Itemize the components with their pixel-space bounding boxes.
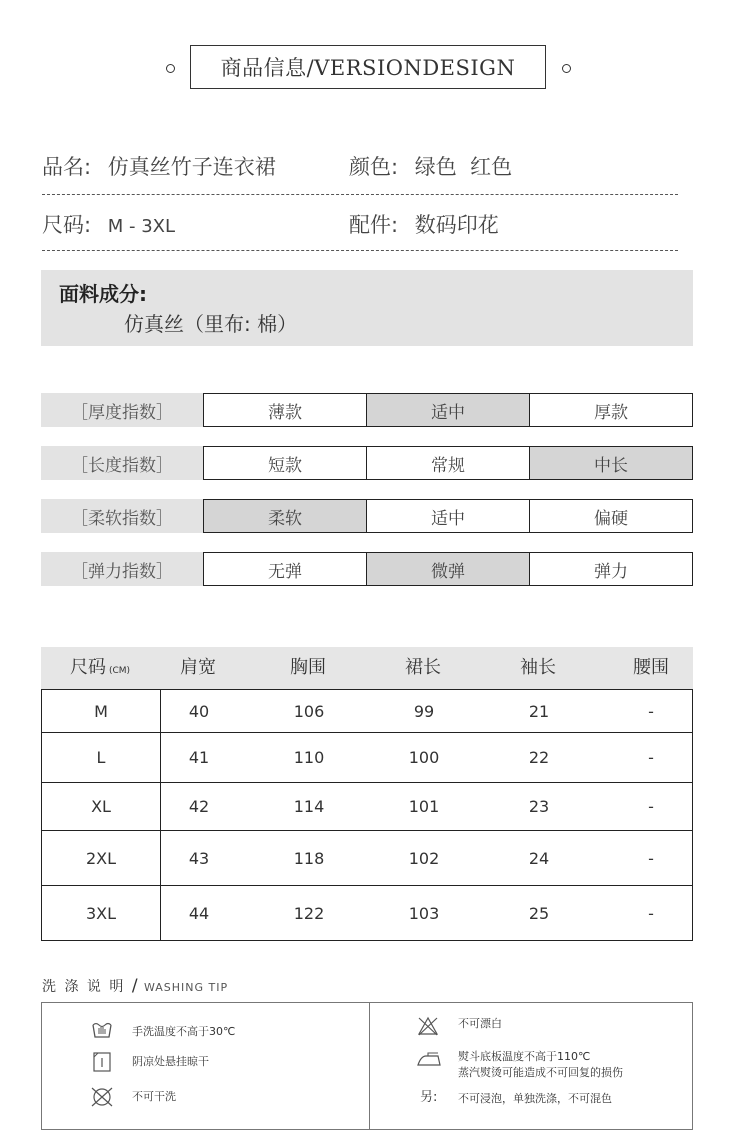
index-option: 无弹: [268, 561, 302, 582]
washing-title-sep: /: [131, 976, 138, 996]
product-name-value: 仿真丝竹子连衣裙: [107, 155, 276, 179]
table-row: [42, 733, 692, 783]
product-accessory: [349, 209, 499, 239]
size-header-label: 尺码: [69, 657, 106, 678]
washing-title-en: WASHING TIP: [144, 981, 229, 994]
table-cell: XL: [91, 797, 111, 816]
size-table-header-shoulder: 肩宽: [180, 657, 216, 678]
table-cell: 3XL: [85, 904, 117, 923]
table-cell: 41: [188, 748, 210, 767]
fabric-title: 面料成分:: [59, 282, 147, 306]
table-cell: 99: [413, 701, 435, 721]
index-label: ［柔软指数］: [41, 499, 203, 533]
size-table-header-length: 裙长: [405, 657, 441, 678]
table-cell: -: [648, 701, 654, 721]
index-label: ［长度指数］: [41, 446, 203, 480]
index-option-selected: 微弹: [366, 553, 529, 585]
no-bleach-icon: [416, 1015, 440, 1037]
header-title-box: [190, 45, 546, 89]
table-row: [42, 690, 692, 733]
table-cell: 25: [528, 904, 550, 923]
hand-wash-icon: [90, 1019, 114, 1039]
table-cell: -: [648, 848, 654, 868]
table-row: [42, 886, 692, 941]
table-cell: 122: [293, 904, 325, 923]
table-cell: 114: [293, 797, 325, 816]
table-cell: 102: [408, 848, 440, 868]
size-table-header-bust: 胸围: [290, 657, 326, 678]
index-option-selected: 适中: [366, 394, 529, 426]
shade-dry-text: 阴凉处悬挂晾干: [132, 1055, 209, 1068]
table-cell: 42: [188, 797, 210, 816]
iron-text-line2: 蒸汽熨烫可能造成不可回复的损伤: [458, 1066, 623, 1079]
no-dry-clean-icon: [90, 1086, 114, 1108]
table-cell: 43: [188, 848, 210, 868]
product-accessory-value: 数码印花: [414, 213, 499, 237]
product-size-value: M - 3XL: [107, 216, 176, 237]
iron-text-line1: 熨斗底板温度不高于110℃: [458, 1050, 591, 1063]
table-cell: 21: [528, 701, 550, 721]
table-cell: M: [94, 701, 108, 721]
product-name: [42, 151, 276, 181]
index-options: [203, 393, 693, 427]
table-cell: 44: [188, 904, 210, 923]
other-text: 不可浸泡，单独洗涤，不可混色: [458, 1092, 612, 1105]
header-right-dot: [562, 64, 571, 73]
size-table-header: [41, 647, 693, 689]
table-cell: 40: [188, 701, 210, 721]
product-name-label: 品名:: [42, 155, 92, 179]
index-option-selected: 柔软: [204, 500, 366, 532]
index-option: 适中: [366, 500, 529, 532]
table-cell: 100: [408, 748, 440, 767]
info-divider-1: [42, 194, 678, 195]
product-color: [349, 151, 512, 181]
size-table-body: [41, 689, 693, 941]
fabric-value: 仿真丝（里布: 棉）: [124, 312, 298, 336]
size-table-header-size: [41, 647, 159, 689]
washing-title-cn: 洗 涤 说 明: [42, 979, 126, 995]
table-cell: 103: [408, 904, 440, 923]
table-cell: -: [648, 797, 654, 816]
fabric-composition: [41, 270, 693, 346]
header-title: 商品信息/VERSIONDESIGN: [220, 56, 516, 80]
other-label: 另:: [420, 1090, 438, 1105]
info-divider-2: [42, 250, 678, 251]
size-header-unit: (CM): [108, 666, 131, 676]
table-cell: 106: [293, 701, 325, 721]
product-color-label: 颜色:: [349, 155, 399, 179]
iron-icon: [416, 1050, 442, 1068]
product-color-value: 绿色 红色: [414, 155, 513, 179]
index-options: [203, 499, 693, 533]
table-cell: -: [648, 748, 654, 767]
no-bleach-text: 不可漂白: [458, 1017, 502, 1030]
washing-title: [42, 976, 228, 996]
table-cell: 101: [408, 797, 440, 816]
index-options: [203, 552, 693, 586]
index-option: 薄款: [268, 402, 302, 423]
index-option: 偏硬: [529, 500, 692, 532]
index-option: 短款: [268, 455, 302, 476]
product-size: [42, 209, 175, 239]
washing-box: [41, 1002, 693, 1130]
table-row: [42, 783, 692, 831]
table-cell: 110: [293, 748, 325, 767]
table-cell: 118: [293, 848, 325, 868]
size-table-header-waist: 腰围: [633, 657, 669, 678]
index-option: 厚款: [529, 394, 692, 426]
iron-text: [458, 1049, 623, 1081]
hand-wash-text: 手洗温度不高于30℃: [132, 1025, 236, 1038]
index-label: ［弹力指数］: [41, 552, 203, 586]
index-option: 常规: [366, 447, 529, 479]
table-cell: -: [648, 904, 654, 923]
table-cell: L: [96, 748, 106, 767]
table-cell: 23: [528, 797, 550, 816]
table-cell: 2XL: [85, 848, 117, 868]
washing-divider: [369, 1003, 370, 1129]
table-cell: 24: [528, 848, 550, 868]
header-left-dot: [166, 64, 175, 73]
product-accessory-label: 配件:: [349, 213, 399, 237]
index-option-selected: 中长: [529, 447, 692, 479]
index-option: 弹力: [529, 553, 692, 585]
product-size-label: 尺码:: [42, 213, 92, 237]
table-cell: 22: [528, 748, 550, 767]
index-options: [203, 446, 693, 480]
shade-dry-icon: [92, 1051, 112, 1073]
no-dry-clean-text: 不可干洗: [132, 1090, 176, 1103]
size-table-header-sleeve: 袖长: [520, 657, 556, 678]
index-label: ［厚度指数］: [41, 393, 203, 427]
table-row: [42, 831, 692, 886]
